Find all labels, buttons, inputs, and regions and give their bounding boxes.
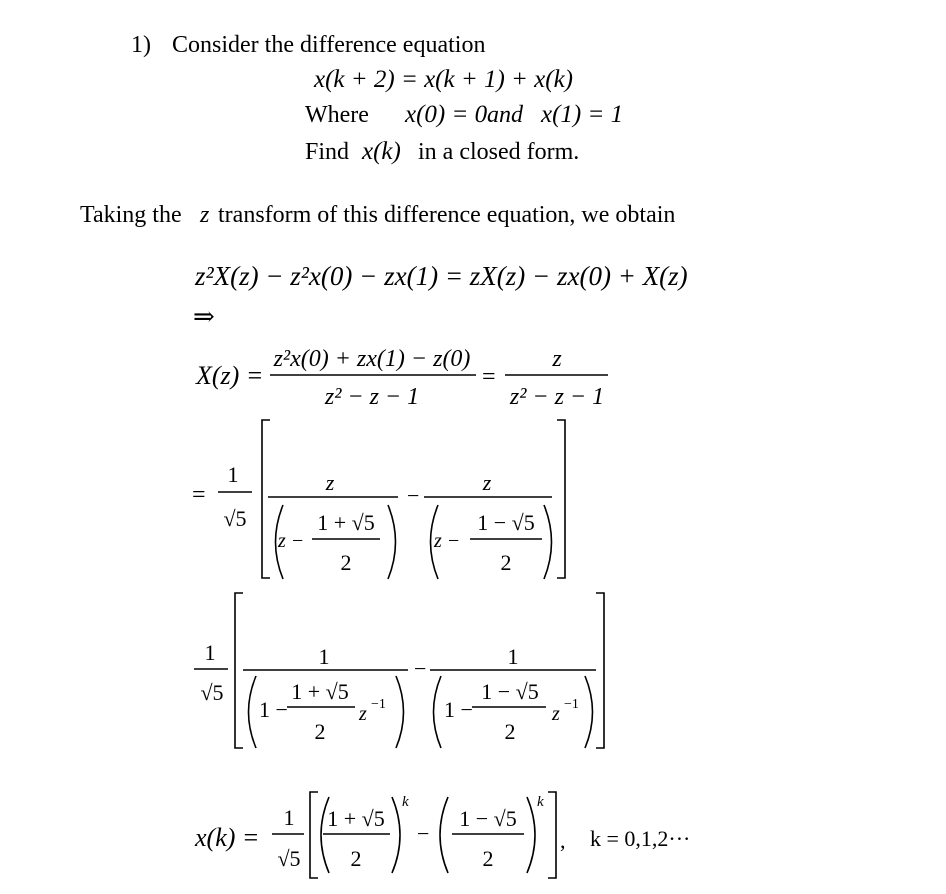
pf1-den-var: z − [278, 530, 305, 552]
rf2-zinv-base: z [552, 703, 560, 725]
frac1-denominator: z² − z − 1 [324, 384, 420, 410]
solution-intro-suffix: transform of this difference equation, we obtain [218, 202, 676, 228]
pf2-den-var: z − [434, 530, 461, 552]
rf1-right-paren [396, 676, 404, 748]
z-transform-equation: z²X(z) − z²x(0) − zx(1) = zX(z) − zx(0) + X(z) [195, 261, 688, 291]
pf1-numerator: z [325, 470, 335, 495]
where-word: Where [305, 102, 369, 128]
coef2-denominator: √5 [200, 680, 224, 705]
rf1-zinv-exp: −1 [371, 697, 386, 712]
final-root1-den: 2 [350, 846, 362, 871]
final-root2-num: 1 − √5 [459, 806, 517, 831]
left-bracket [262, 420, 270, 578]
final-root2-den: 2 [482, 846, 494, 871]
rf1-numerator: 1 [318, 644, 330, 669]
final-coef-denominator: √5 [277, 846, 301, 871]
k-range: k = 0,1,2··· [590, 826, 691, 851]
final-coef-numerator: 1 [283, 805, 295, 830]
problem-statement: Consider the difference equation [172, 32, 486, 58]
rf-minus: − [414, 656, 427, 681]
rf2-one-minus: 1 − [444, 697, 473, 722]
initial-condition-x0: x(0) = 0 [405, 101, 488, 128]
pf2-root-num: 1 − √5 [477, 510, 535, 535]
pf2-right-paren [544, 505, 552, 579]
final-right-bracket [548, 792, 556, 878]
rf2-zinv-exp: −1 [564, 697, 579, 712]
final-comma: , [560, 828, 566, 853]
pf1-root-num: 1 + √5 [317, 510, 375, 535]
final-minus: − [417, 821, 430, 846]
pf2-numerator: z [482, 470, 492, 495]
final-power2: k [537, 794, 544, 810]
coef2-numerator: 1 [204, 640, 216, 665]
solution-intro-variable: z [200, 202, 210, 228]
rf2-left-paren [434, 676, 442, 748]
final-paren1-right [392, 797, 400, 873]
equals-sign: = [482, 364, 496, 390]
find-prefix: Find [305, 139, 350, 165]
find-variable: x(k) [362, 138, 401, 165]
coef-numerator: 1 [227, 462, 239, 487]
final-lhs: x(k) = [195, 823, 260, 852]
frac1-numerator: z²x(0) + zx(1) − z(0) [273, 346, 471, 372]
frac2-denominator: z² − z − 1 [509, 384, 605, 410]
final-left-bracket [310, 792, 318, 878]
left-bracket-2 [235, 593, 243, 748]
rf2-right-paren [585, 676, 593, 748]
final-paren2-right [527, 797, 535, 873]
frac2-numerator: z [552, 346, 562, 372]
rf2-numerator: 1 [507, 644, 519, 669]
implies-arrow: ⇒ [193, 302, 215, 331]
final-power1: k [402, 794, 409, 810]
and-word: and [487, 102, 523, 128]
pf1-root-den: 2 [340, 550, 352, 575]
problem-number: 1) [131, 32, 151, 58]
rf1-one-minus: 1 − [259, 697, 288, 722]
rf2-root-den: 2 [504, 719, 516, 744]
rf2-root-num: 1 − √5 [481, 679, 539, 704]
final-root1-num: 1 + √5 [327, 806, 385, 831]
equals-sign-2: = [192, 482, 206, 508]
difference-equation: x(k + 2) = x(k + 1) + x(k) [314, 66, 574, 93]
find-suffix: in a closed form. [418, 139, 580, 165]
rf1-left-paren [249, 676, 257, 748]
final-paren2-left [440, 797, 448, 873]
pf2-root-den: 2 [500, 550, 512, 575]
rf1-root-den: 2 [314, 719, 326, 744]
coef-denominator: √5 [223, 506, 247, 531]
rf1-root-num: 1 + √5 [291, 679, 349, 704]
right-bracket-2 [596, 593, 604, 748]
right-bracket [557, 420, 565, 578]
rf1-zinv-base: z [359, 703, 367, 725]
initial-condition-x1: x(1) = 1 [541, 101, 624, 128]
pf-minus: − [407, 483, 420, 508]
xz-lhs: X(z) = [196, 361, 264, 390]
solution-intro-prefix: Taking the [80, 202, 182, 228]
pf1-right-paren [388, 505, 396, 579]
